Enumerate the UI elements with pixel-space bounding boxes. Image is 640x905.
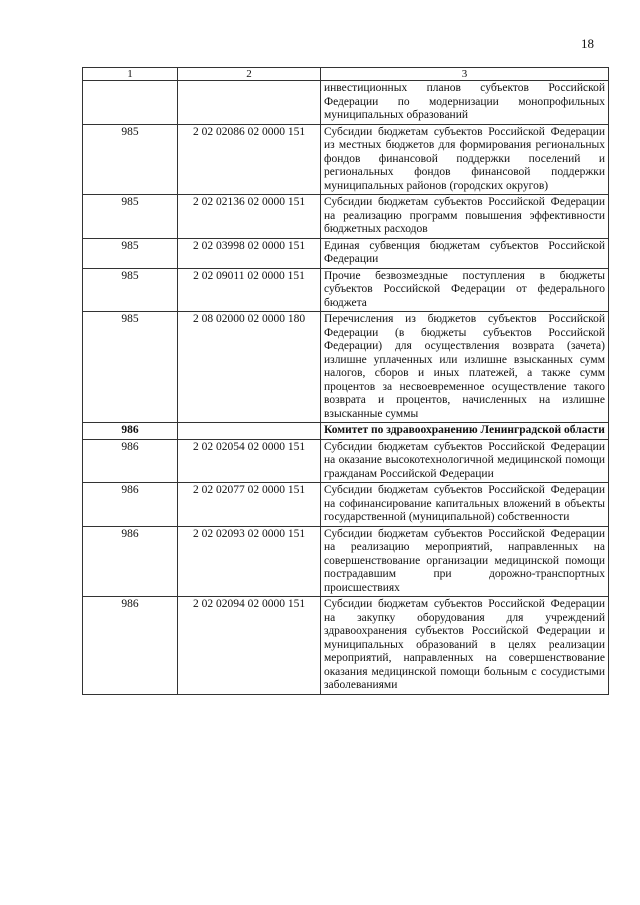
admin-code-cell: 985 — [83, 312, 178, 423]
committee-row — [83, 423, 609, 440]
page-number: 18 — [581, 36, 594, 51]
admin-code-cell: 986 — [83, 423, 178, 440]
admin-code-cell: 985 — [83, 124, 178, 195]
description-cell: Субсидии бюджетам субъектов Российской Федерации из местных бюджетов для формирования региональных фондов финансовой поддержки поселений и региональных фондов финансовой поддержки муниципальных районов (городских округов) — [321, 124, 609, 195]
table-row — [83, 439, 609, 483]
admin-code-cell — [83, 81, 178, 125]
admin-code-cell: 985 — [83, 268, 178, 312]
revenue-code-cell: 2 02 02086 02 0000 151 — [178, 124, 321, 195]
table-row — [83, 81, 609, 125]
description-cell: Комитет по здравоохранению Ленинградской области — [321, 423, 609, 440]
revenue-code-cell: 2 02 02054 02 0000 151 — [178, 439, 321, 483]
admin-code-cell: 986 — [83, 439, 178, 483]
description-cell: инвестиционных планов субъектов Российской Федерации по модернизации монопрофильных муниципальных образований — [321, 81, 609, 125]
admin-code-cell: 986 — [83, 483, 178, 527]
description-cell: Перечисления из бюджетов субъектов Российской Федерации (в бюджеты субъектов Российской Федерации) для осуществления возврата (зачета) излишне уплаченных или излишне взысканных сумм налогов, сборов и иных платежей, а также сумм процентов за несвоевременное осуществление такого возврата и процентов, начисленных на излишне взысканные суммы — [321, 312, 609, 423]
table-row — [83, 526, 609, 597]
table-body — [83, 81, 609, 695]
description-cell: Единая субвенция бюджетам субъектов Российской Федерации — [321, 238, 609, 268]
admin-code-cell: 986 — [83, 526, 178, 597]
admin-code-cell: 986 — [83, 597, 178, 695]
revenue-code-cell: 2 02 02094 02 0000 151 — [178, 597, 321, 695]
table-row — [83, 312, 609, 423]
table-row — [83, 597, 609, 695]
revenue-code-cell — [178, 423, 321, 440]
description-cell: Субсидии бюджетам субъектов Российской Федерации на реализацию программ повышения эффективности бюджетных расходов — [321, 195, 609, 239]
table-row — [83, 483, 609, 527]
header-col-3: 3 — [321, 68, 609, 81]
table-row — [83, 124, 609, 195]
admin-code-cell: 985 — [83, 238, 178, 268]
revenue-codes-table — [82, 67, 609, 695]
revenue-code-cell: 2 02 02077 02 0000 151 — [178, 483, 321, 527]
description-cell: Субсидии бюджетам субъектов Российской Федерации на реализацию мероприятий, направленных на совершенствование организации медицинской помощи пострадавшим при дорожно-транспортных происшествиях — [321, 526, 609, 597]
description-cell: Субсидии бюджетам субъектов Российской Федерации на оказание высокотехнологичной медицинской помощи гражданам Российской Федерации — [321, 439, 609, 483]
table-row — [83, 238, 609, 268]
table-row — [83, 195, 609, 239]
revenue-code-cell — [178, 81, 321, 125]
description-cell: Субсидии бюджетам субъектов Российской Федерации на софинансирование капитальных вложений в объекты государственной (муниципальной) собственности — [321, 483, 609, 527]
revenue-code-cell: 2 02 09011 02 0000 151 — [178, 268, 321, 312]
revenue-code-cell: 2 02 02136 02 0000 151 — [178, 195, 321, 239]
revenue-code-cell: 2 02 03998 02 0000 151 — [178, 238, 321, 268]
description-cell: Прочие безвозмездные поступления в бюджеты субъектов Российской Федерации от федерального бюджета — [321, 268, 609, 312]
header-row — [83, 68, 609, 81]
table-row — [83, 268, 609, 312]
admin-code-cell: 985 — [83, 195, 178, 239]
revenue-code-cell: 2 08 02000 02 0000 180 — [178, 312, 321, 423]
revenue-code-cell: 2 02 02093 02 0000 151 — [178, 526, 321, 597]
header-col-1: 1 — [83, 68, 178, 81]
description-cell: Субсидии бюджетам субъектов Российской Федерации на закупку оборудования для учреждений здравоохранения субъектов Российской Федерации и муниципальных образований в целях реализации мероприятий, направленных на совершенствование оказания медицинской помощи больным с сосудистыми заболеваниями — [321, 597, 609, 695]
header-col-2: 2 — [178, 68, 321, 81]
